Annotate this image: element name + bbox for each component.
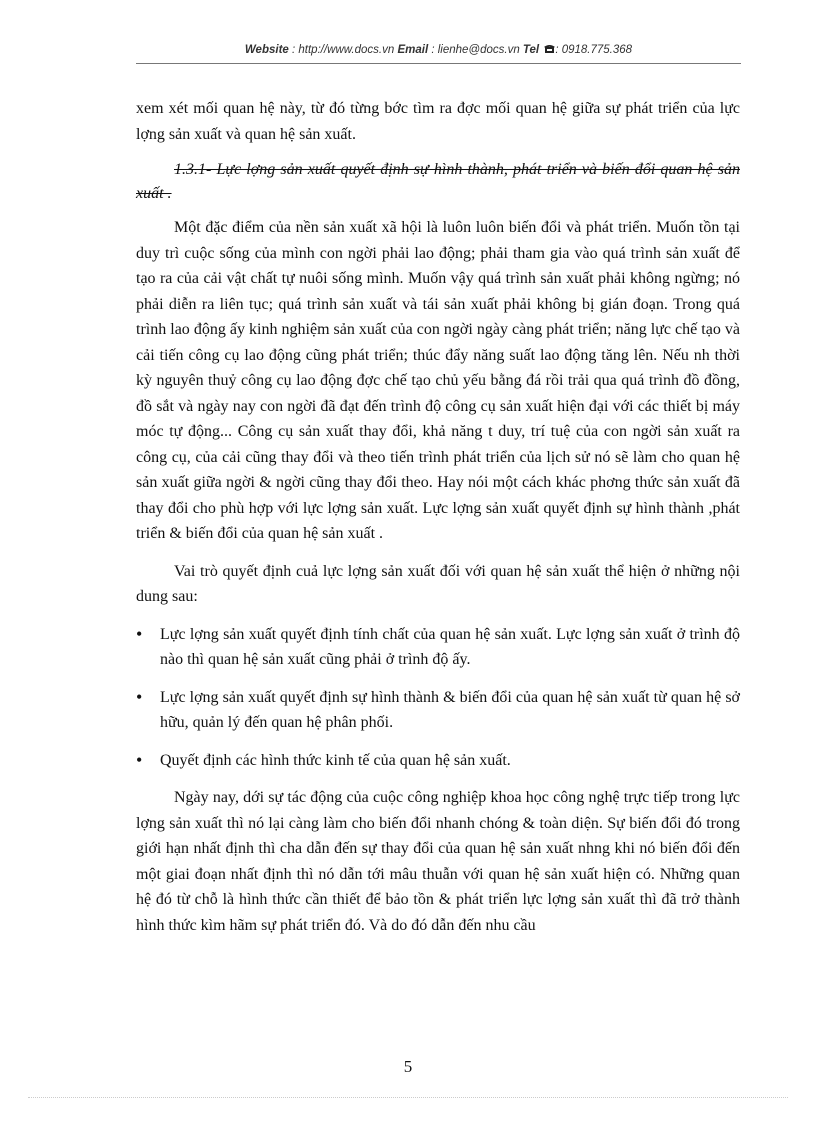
- paragraph-2: Vai trò quyết định cuả lực lợng sản xuất đối với quan hệ sản xuất thể hiện ở những nội dung sau:: [136, 562, 740, 605]
- page-content: [136, 96, 740, 938]
- bullet-icon: •: [136, 686, 143, 707]
- list-item-text: Quyết định các hình thức kinh tế của quan hệ sản xuất.: [160, 751, 511, 769]
- bullet-list: [136, 622, 740, 774]
- bullet-icon: •: [136, 749, 143, 770]
- list-item: [136, 622, 740, 673]
- page-number: 5: [403, 1057, 413, 1076]
- section-heading: 1.3.1- Lực lợng sản xuất quyết định sự hình thành, phát triển và biến đổi quan hệ sản xuất .: [136, 161, 740, 202]
- paragraph-1: Một đặc điểm của nền sản xuất xã hội là luôn luôn biến đổi và phát triển. Muốn tồn tại duy trì cuộc sống của mình con ngời phải lao động; phải tham gia vào quá trình sản xuất để tạo ra của cải vật chất tự nuôi sống mình. Muốn vậy quá trình sản xuất phải không ngừng; nó phải diễn ra liên tục; quá trình sản xuất và tái sản xuất phải không bị gián đoạn. Trong quá trình lao động ấy kinh nghiệm sản xuất của con ngời ngày càng phát triển; năng lực chế tạo và cải tiến công cụ lao động cũng phát triển; thúc đẩy năng suất lao động tăng lên. Nếu nh thời kỳ nguyên thuỷ công cụ lao động đợc chế tạo chủ yếu bằng đá rồi trải qua quá trình đồ đồng, đồ sắt và ngày nay con ngời đã đạt đến trình độ công cụ sản xuất hiện đại với các thiết bị máy móc tự động... Công cụ sản xuất thay đổi, khả năng t duy, trí tuệ của con ngời sản xuất ra công cụ, của cải cũng thay đổi và theo tiến trình phát triển của lịch sử nó sẽ làm cho quan hệ sản xuất giữa ngời & ngời cũng thay đổi theo. Hay nói một cách khác phơng thức sản xuất đã thay đổi cho phù hợp với lực lợng sản xuất. Lực lợng sản xuất quyết định sự hình thành ,phát triển & biến đổi của quan hệ sản xuất .: [136, 219, 740, 542]
- website-label: Website: [244, 44, 289, 56]
- page-header: [136, 44, 741, 64]
- phone-icon: [544, 44, 555, 57]
- continuation-paragraph: xem xét mối quan hệ này, từ đó từng bớc tìm ra đợc mối quan hệ giữa sự phát triển của lực lợng sản xuất và quan hệ sản xuất.: [136, 100, 740, 143]
- footer-divider: [28, 1097, 788, 1098]
- tel-value: : 0918.775.368: [555, 44, 633, 56]
- tel-label: Tel: [522, 44, 540, 56]
- bullet-icon: •: [136, 623, 143, 644]
- list-item: [136, 748, 740, 774]
- list-item-text: Lực lợng sản xuất quyết định tính chất của quan hệ sản xuất. Lực lợng sản xuất ở trình độ nào thì quan hệ sản xuất cũng phải ở trình độ ấy.: [160, 625, 740, 668]
- website-value: : http://www.docs.vn: [288, 44, 398, 56]
- email-label: Email: [397, 44, 429, 56]
- paragraph-3: Ngày nay, dới sự tác động của cuộc công nghiệp khoa học công nghệ trực tiếp trong lực lợng sản xuất thì nó lại càng làm cho biến đổi nhanh chóng & toàn diện. Sự biến đổi đó trong giới hạn nhất định thì cha dẫn đến sự thay đổi của quan hệ sản xuất nhng khi nó biến đổi đến một giai đoạn nhất định thì nó dẫn tới mâu thuẫn với quan hệ sản xuất hiện có. Những quan hệ đó từ chỗ là hình thức cần thiết để bảo tồn & phát triển lực lợng sản xuất thì đã trở thành hình thức kìm hãm sự phát triển đó. Và do đó dẫn đến nhu cầu: [136, 789, 740, 934]
- email-value: : lienhe@docs.vn: [428, 44, 523, 56]
- list-item-text: Lực lợng sản xuất quyết định sự hình thành & biến đổi của quan hệ sản xuất từ quan hệ sở hữu, quản lý đến quan hệ phân phối.: [160, 688, 740, 731]
- list-item: [136, 685, 740, 736]
